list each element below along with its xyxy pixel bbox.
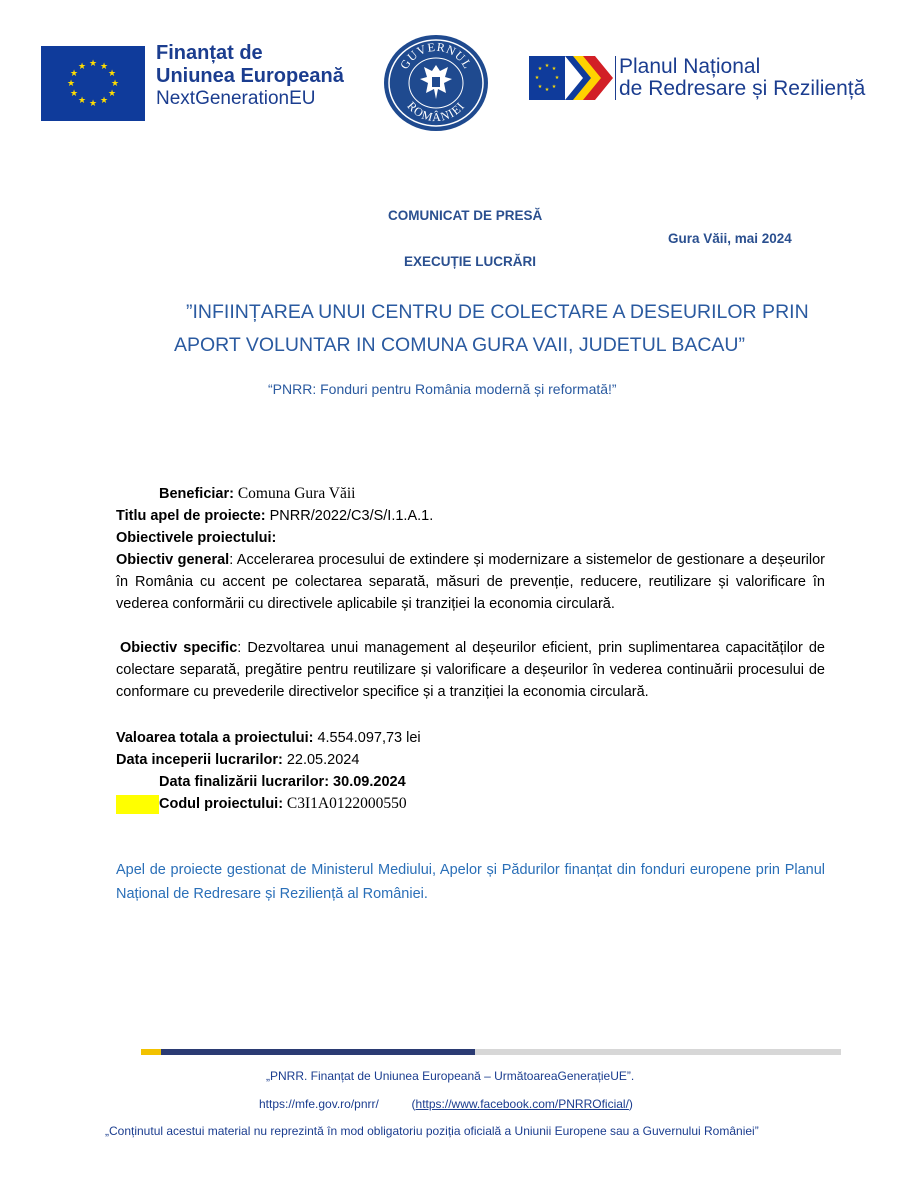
start-date-value: 22.05.2024 xyxy=(282,752,360,768)
svg-text:★: ★ xyxy=(77,96,87,106)
seal-bottom-text: ROMÂNIEI xyxy=(404,98,468,125)
eu-line1: Finanțat de xyxy=(156,42,263,64)
seal-top-text: GUVERNUL xyxy=(397,39,475,72)
svg-text:★: ★ xyxy=(544,63,550,69)
project-title-line1: ”INFIINȚAREA UNUI CENTRU DE COLECTARE A DESEURILOR PRIN xyxy=(186,301,809,323)
pnrr-label xyxy=(619,56,865,100)
call-title-row xyxy=(116,505,433,527)
government-seal-logo xyxy=(382,33,490,133)
svg-text:★: ★ xyxy=(99,62,109,72)
objectives-heading xyxy=(116,527,276,549)
specific-objective-text: : Dezvoltarea unui management al deșeurilor eficient, prin suplimentarea capacităților de colectare separată, pregătire pentru reutilizare și valorificare a deșeurilor în vederea continuării procesului de conformare cu prevederile directivelor specifice și a tranziției la economia circulară. xyxy=(116,640,825,700)
svg-text:★: ★ xyxy=(88,59,98,69)
svg-text:★: ★ xyxy=(544,87,550,93)
beneficiary-value: Comuna Gura Văii xyxy=(233,485,356,502)
svg-text:★: ★ xyxy=(88,99,98,109)
eu-line3: NextGenerationEU xyxy=(156,88,316,109)
call-title-label: Titlu apel de proiecte: xyxy=(116,508,266,524)
call-title-value: PNRR/2022/C3/S/I.1.A.1. xyxy=(265,508,434,524)
objectives-label: Obiectivele proiectului: xyxy=(116,530,277,546)
project-code-row xyxy=(159,793,407,815)
paren-close: ) xyxy=(628,1097,633,1111)
svg-text:★: ★ xyxy=(66,79,76,89)
eu-line2: Uniunea Europeană xyxy=(156,65,344,87)
general-objective xyxy=(116,549,825,615)
end-date-value: 30.09.2024 xyxy=(329,774,406,790)
start-date-label: Data inceperii lucrarilor: xyxy=(116,752,283,768)
footer-links xyxy=(259,1097,633,1111)
pnrr-divider xyxy=(615,56,616,100)
general-objective-label: Obiectiv general xyxy=(116,552,230,568)
svg-text:★: ★ xyxy=(99,96,109,106)
eu-flag-logo xyxy=(41,46,145,121)
beneficiary-label: Beneficiar: xyxy=(159,486,234,502)
project-title xyxy=(120,296,820,362)
svg-text:★: ★ xyxy=(107,69,117,79)
project-code-value: C3I1A0122000550 xyxy=(283,795,407,812)
svg-text:★: ★ xyxy=(537,84,543,90)
pnrr-line2: de Redresare și Reziliență xyxy=(619,77,866,100)
eu-funding-label xyxy=(156,43,344,108)
specific-objective xyxy=(116,637,825,703)
general-objective-text: : Accelerarea procesului de extindere și modernizare a sistemelor de gestionare a deșeurilor în România cu accent pe colectarea separată, măsuri de prevenție, reducere, reutilizare și valorificare în vederea conformării cu directivele aplicabile și tranziției la economia circulară. xyxy=(116,552,826,612)
funding-note: Apel de proiecte gestionat de Ministerul Mediului, Apelor și Pădurilor finanțat din fonduri europene prin Planul Național de Redresare și Reziliență al României. xyxy=(116,862,825,902)
slogan: “PNRR: Fonduri pentru România modernă și reformată!” xyxy=(268,381,617,397)
pnrr-line1: Planul Național xyxy=(619,55,761,78)
facebook-link[interactable]: https://www.facebook.com/PNRROficial/ xyxy=(415,1097,629,1111)
total-value-label: Valoarea totala a proiectului: xyxy=(116,730,314,746)
place-date: Gura Văii, mai 2024 xyxy=(668,231,792,246)
paren-open: ( xyxy=(411,1097,416,1111)
beneficiary-row xyxy=(159,483,356,505)
footer-bar-accent xyxy=(141,1049,161,1055)
svg-text:★: ★ xyxy=(107,89,117,99)
footer-bar-dark xyxy=(161,1049,475,1055)
svg-text:★: ★ xyxy=(551,66,557,72)
category-heading: EXECUȚIE LUCRĂRI xyxy=(404,254,537,269)
footer-bar xyxy=(141,1049,841,1055)
press-release-heading: COMUNICAT DE PRESĂ xyxy=(388,208,543,223)
svg-text:★: ★ xyxy=(554,75,560,81)
svg-text:★: ★ xyxy=(551,84,557,90)
svg-text:★: ★ xyxy=(110,79,120,89)
pnrr-logo xyxy=(529,54,613,102)
end-date-row xyxy=(159,771,406,793)
mfe-link[interactable]: https://mfe.gov.ro/pnrr/ xyxy=(259,1097,379,1111)
total-value-row xyxy=(116,727,421,749)
svg-text:★: ★ xyxy=(77,62,87,72)
project-title-line2: APORT VOLUNTAR IN COMUNA GURA VAII, JUDETUL BACAU” xyxy=(174,334,746,356)
svg-text:★: ★ xyxy=(537,66,543,72)
footer-disclaimer: „Conținutul acestui material nu reprezintă în mod obligatoriu poziția oficială a Uniunii Europene sau a Guvernului României” xyxy=(105,1124,759,1138)
svg-text:★: ★ xyxy=(534,75,540,81)
specific-objective-label: Obiectiv specific xyxy=(120,640,238,656)
total-value-value: 4.554.097,73 lei xyxy=(313,730,421,746)
start-date-row xyxy=(116,749,359,771)
end-date-label: Data finalizării lucrarilor: xyxy=(159,774,330,790)
project-code-label: Codul proiectului: xyxy=(159,796,284,812)
svg-text:★: ★ xyxy=(69,89,79,99)
footer-tagline: „PNRR. Finanțat de Uniunea Europeană – UrmătoareaGenerațieUE”. xyxy=(266,1069,635,1083)
highlight-mark xyxy=(116,795,159,814)
svg-text:★: ★ xyxy=(69,69,79,79)
